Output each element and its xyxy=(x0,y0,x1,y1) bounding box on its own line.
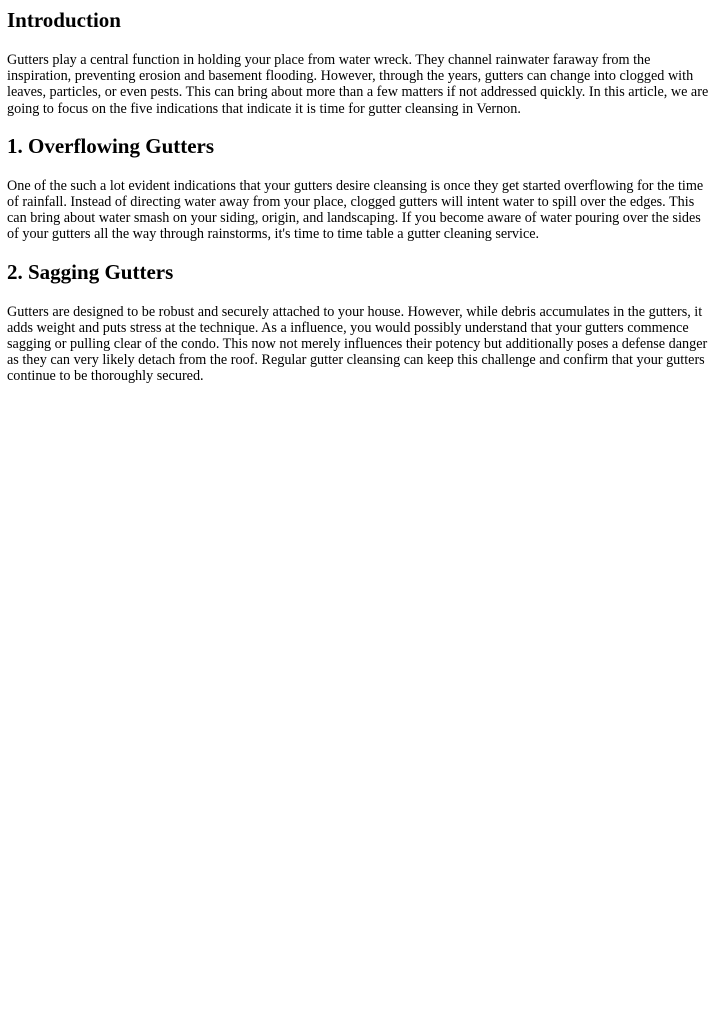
section-paragraph-overflowing-gutters: One of the such a lot evident indications that your gutters desire cleansing is once they get started overflowing for the time of rainfall. Instead of directing water away from your place, clogged gutters will intent water to spill over the edges. This can bring about water smash on your siding, origin, and landscaping. If you become aware of water pouring over the sides of your gutters all the way through rainstorms, it's time to time table a gutter cleaning service. xyxy=(7,177,704,243)
section-paragraph-introduction: Gutters play a central function in holding your place from water wreck. They channel rainwater faraway from the inspiration, preventing erosion and basement flooding. However, through the years, gutters can change into clogged with leaves, particles, or even pests. This can bring about more than a few matters if not addressed quickly. In this article, we are going to focus on the five indications that indicate it is time for gutter cleansing in Vernon. xyxy=(7,52,709,117)
section-paragraph-sagging-gutters: Gutters are designed to be robust and securely attached to your house. However, while debris accumulates in the gutters, it adds weight and puts stress at the technique. As a influence, you would possibly understand that your gutters commence sagging or pulling clear of the condo. This now not merely influences their potency but additionally poses a defense danger as they can very likely detach from the roof. Regular gutter cleansing can keep this challenge and confirm that your gutters continue to be thoroughly secured. xyxy=(7,303,708,385)
section-heading-sagging-gutters: 2. Sagging Gutters xyxy=(7,259,174,284)
section-heading-overflowing-gutters: 1. Overflowing Gutters xyxy=(7,133,215,158)
section-heading-introduction: Introduction xyxy=(7,8,121,32)
